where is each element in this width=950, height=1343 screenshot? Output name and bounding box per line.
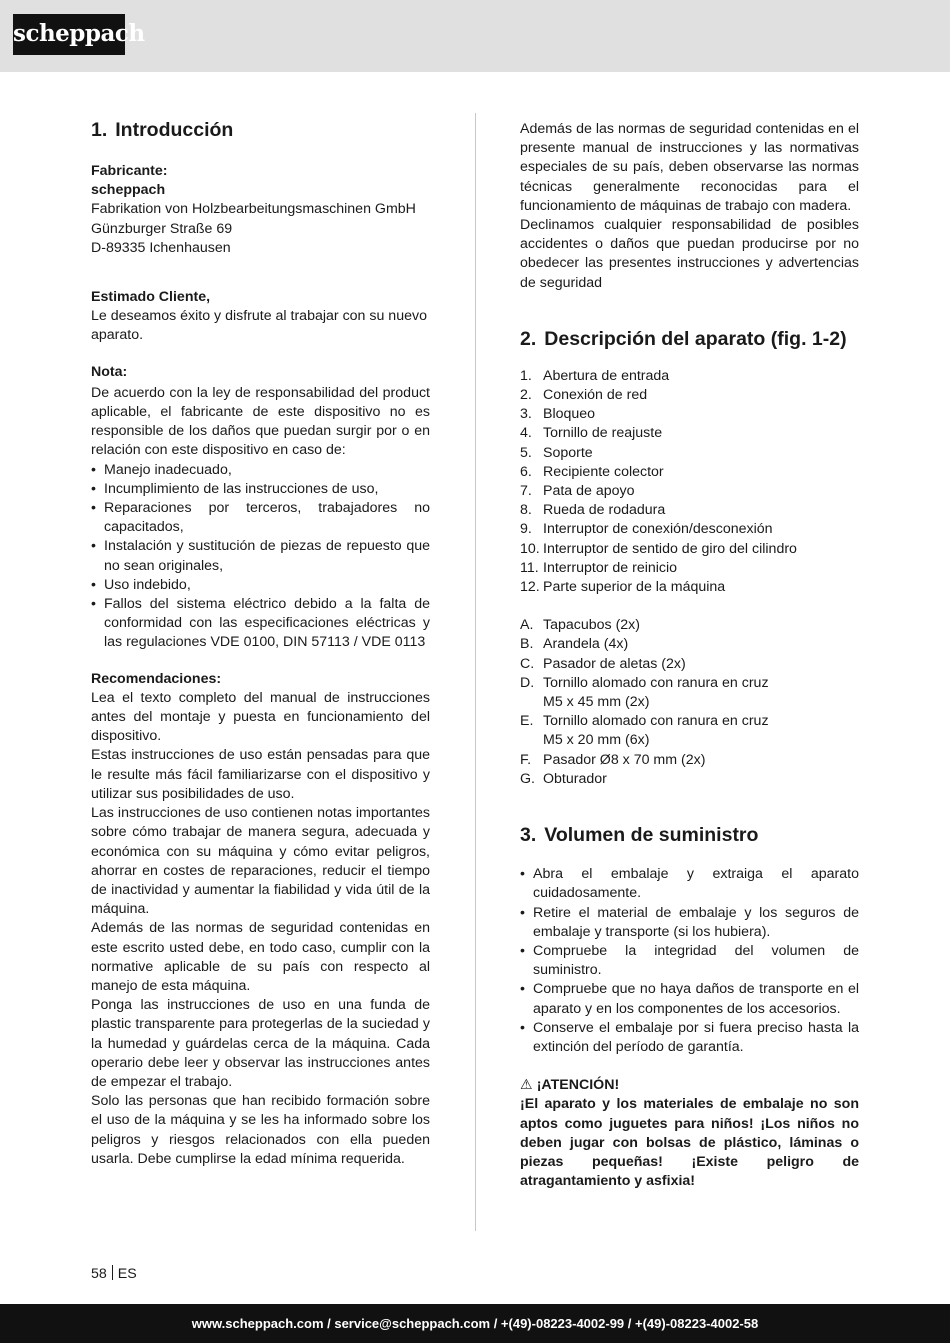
list-item: D. Tornillo alomado con ranura en cruz M5 x 45 mm (2x) <box>520 674 769 711</box>
manufacturer-street: Günzburger Straße 69 <box>91 220 233 237</box>
list-item: • Uso indebido, <box>91 576 430 595</box>
list-item: • Manejo inadecuado, <box>91 461 430 480</box>
right-column <box>520 120 859 1191</box>
list-item: • Fallos del sistema eléctrico debido a la falta de conformidad con las especificaciones eléctricas y las regulaciones VDE 0100, DIN 57113 / VDE 0113 <box>91 595 430 653</box>
list-item: G. Obturador <box>520 770 607 787</box>
list-item: 1. Abertura de entrada <box>520 367 670 384</box>
list-item: 6. Recipiente colector <box>520 463 664 480</box>
list-item: F. Pasador Ø8 x 70 mm (2x) <box>520 751 706 768</box>
liability-paragraph: Declinamos cualquier responsabilidad de posibles accidentes o daños que puedan producirse por no obedecer las presentes instrucciones y advertencias de seguridad <box>520 217 859 291</box>
column-divider <box>475 113 476 1231</box>
list-item: • Conserve el embalaje por si fuera preciso hasta la extinción del período de garantía. <box>520 1019 859 1057</box>
list-item: 2. Conexión de red <box>520 387 648 404</box>
left-column <box>91 118 430 1169</box>
section-title-descripcion: 2. Descripción del aparato (fig. 1-2) <box>520 327 847 350</box>
list-item: B. Arandela (4x) <box>520 636 629 653</box>
accessories-list <box>520 616 859 789</box>
safety-paragraph: Además de las normas de seguridad contenidas en el presente manual de instrucciones y las normativas especiales de su país, deben observarse las normas técnicas generalmente reconocidas para el funcionamiento de máquinas de trabajo con madera. <box>520 121 859 214</box>
list-item: • Instalación y sustitución de piezas de repuesto que no sean originales, <box>91 537 430 575</box>
recommendation-paragraph: Solo las personas que han recibido formación sobre el uso de la máquina y se les ha informado sobre los peligros y riesgos relacionados con ella pueden usarla. Debe cumplirse la edad mínima requerida. <box>91 1093 430 1167</box>
warning-triangle-icon: ⚠ <box>520 1077 533 1094</box>
recommendation-paragraph: Además de las normas de seguridad contenidas en este escrito usted debe, en todo caso, cumplir con la normative aplicable de su país con respecto al manejo de esta máquina. <box>91 920 430 994</box>
scheppach-logo: scheppach <box>13 14 125 55</box>
list-item: 12. Parte superior de la máquina <box>520 579 726 596</box>
recommendation-paragraph: Lea el texto completo del manual de instrucciones antes del montaje y puesta en funcionamiento del dispositivo. <box>91 689 430 745</box>
contact-info: www.scheppach.com / service@scheppach.com / +(49)-08223-4002-99 / +(49)-08223-4002-58 <box>191 1316 759 1331</box>
list-item: 11. Interruptor de reinicio <box>520 559 678 576</box>
list-item: 7. Pata de apoyo <box>520 483 635 500</box>
page-footer <box>91 1265 137 1282</box>
list-item: A. Tapacubos (2x) <box>520 617 640 634</box>
supply-list <box>520 865 859 1057</box>
recommendation-paragraph: Ponga las instrucciones de uso en una funda de plastic transparente para protegerlas de la suciedad y la humedad y guárdelas cerca de la máquina. Cada operario debe leer y observar las instrucciones antes de empezar el trabajo. <box>91 997 430 1090</box>
list-item: E. Tornillo alomado con ranura en cruz M5 x 20 mm (6x) <box>520 713 769 749</box>
recommendations-label: Recomendaciones: <box>91 670 222 687</box>
dear-customer-text: Le deseamos éxito y disfrute al trabajar con su nuevo aparato. <box>91 308 427 344</box>
manufacturer-company: Fabrikation von Holzbearbeitungsmaschinen GmbH <box>91 201 416 218</box>
dear-customer-label: Estimado Cliente, <box>91 289 211 306</box>
list-item: • Retire el material de embalaje y los seguros de embalaje y transporte (si los hubiera). <box>520 904 859 942</box>
list-item: 5. Soporte <box>520 444 593 461</box>
list-item: • Compruebe que no haya daños de transporte en el aparato y en los componentes de los accesorios. <box>520 980 859 1018</box>
section-title-suministro: 3. Volumen de suministro <box>520 824 759 847</box>
list-item: 10. Interruptor de sentido de giro del cilindro <box>520 540 797 557</box>
list-item: 4. Tornillo de reajuste <box>520 425 663 442</box>
recommendation-paragraph: Las instrucciones de uso contienen notas importantes sobre cómo trabajar de manera segura, adecuada y económica con su máquina y cómo evitar peligros, ahorrar en costes de reparaciones, reducir el tiempo de inactividad y aumentar la fiabilidad y vida útil de la máquina. <box>91 805 430 918</box>
note-list <box>91 461 430 653</box>
list-item: • Incumplimiento de las instrucciones de uso, <box>91 480 430 499</box>
list-item: C. Pasador de aletas (2x) <box>520 655 686 672</box>
section-title-introduccion: 1. Introducción <box>91 119 234 141</box>
list-item: • Abra el embalaje y extraiga el aparato cuidadosamente. <box>520 865 859 903</box>
note-text: De acuerdo con la ley de responsabilidad del product aplicable, el fabricante de este dispositivo no es responsible de los daños que puedan surgir por o en relación con este dispositivo en caso de: <box>91 384 430 459</box>
parts-list <box>520 367 859 597</box>
manufacturer-name: scheppach <box>91 182 166 199</box>
contact-bar <box>0 1304 950 1343</box>
header-band <box>0 0 950 72</box>
warning-text: ¡El aparato y los materiales de embalaje no son aptos como juguetes para niños! ¡Los niños no deben jugar con bolsas de plástico, láminas o piezas pequeñas! ¡Existe peligro de atragantamiento y asfixia! <box>520 1096 859 1190</box>
list-item: • Compruebe la integridad del volumen de suministro. <box>520 942 859 980</box>
note-label: Nota: <box>91 363 128 380</box>
language-code: ES <box>117 1266 137 1282</box>
page-number: 58 <box>91 1266 107 1282</box>
manufacturer-city: D-89335 Ichenhausen <box>91 239 231 256</box>
page-separator <box>112 1265 113 1280</box>
recommendation-paragraph: Estas instrucciones de uso están pensadas para que le resulte más fácil familiarizarse con el dispositivo y utilizar sus posibilidades de uso. <box>91 747 430 802</box>
manufacturer-label: Fabricante: <box>91 163 168 179</box>
warning-title: ⚠ ¡ATENCIÓN! <box>520 1077 620 1094</box>
list-item: • Reparaciones por terceros, trabajadores no capacitados, <box>91 499 430 537</box>
list-item: 9. Interruptor de conexión/desconexión <box>520 521 773 538</box>
list-item: 3. Bloqueo <box>520 406 596 423</box>
list-item: 8. Rueda de rodadura <box>520 502 666 519</box>
